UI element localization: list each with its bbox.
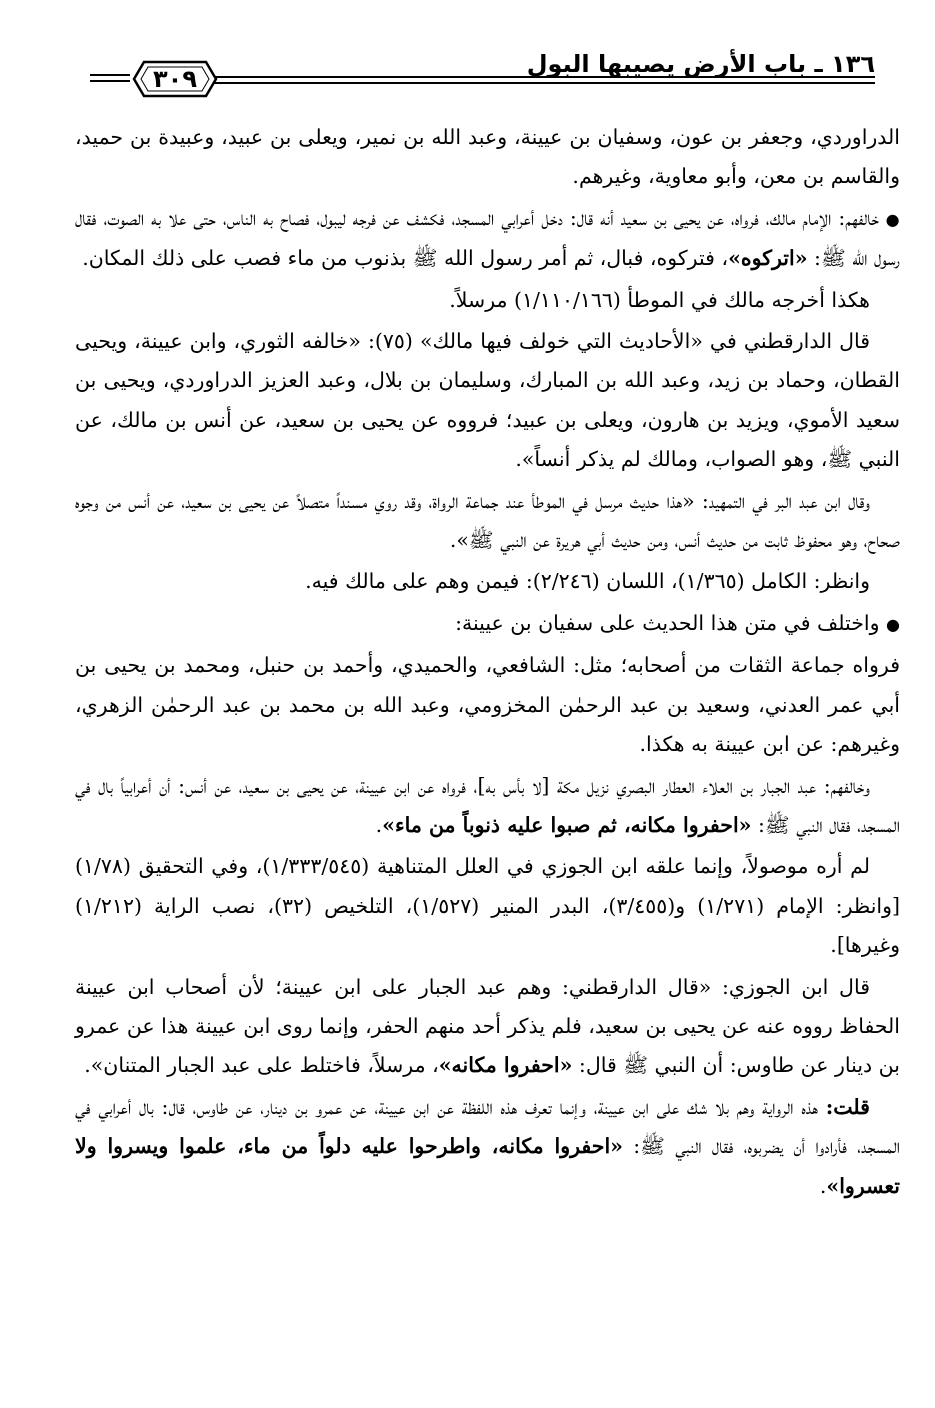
paragraph — [75, 847, 900, 965]
bullet-icon: ● — [885, 209, 900, 229]
text-run: . — [819, 1173, 827, 1198]
bold-text: «احفروا مكانه» — [438, 1053, 573, 1078]
text-run: فرواه جماعة الثقات من أصحابه؛ مثل: الشافعي، والحميدي، وأحمد بن حنبل، ومحمد بن يحيى بن أبي عمر العدني، وسعيد بن عبد الرحمٰن المخزومي، وعبد الله بن محمد بن عبد الرحمٰن الزهري، وغيرهم: عن ابن عيينة به هكذا. — [75, 653, 900, 757]
text-run: . — [375, 812, 383, 837]
paragraph — [75, 604, 900, 644]
page-body — [75, 118, 900, 1208]
paragraph — [75, 482, 900, 561]
page-number: ٣٠٩ — [153, 65, 197, 93]
bold-text: «احفروا مكانه، ثم صبوا عليه ذنوباً من ماء» — [382, 812, 752, 837]
header-rule — [210, 82, 875, 84]
text-run: ، مرسلاً، فاختلط على عبد الجبار المتنان». — [84, 1053, 439, 1078]
page-header — [90, 40, 875, 110]
text-run: الدراوردي، وجعفر بن عون، وسفيان بن عيينة، وعبد الله بن نمير، ويعلى بن عبيد، وعبيدة بن حميد، والقاسم بن معن، وأبو معاوية، وغيرهم. — [75, 125, 900, 189]
bold-text: قلت: — [825, 1094, 870, 1119]
paragraph — [75, 118, 900, 197]
page-number-badge — [130, 58, 220, 100]
paragraph — [75, 1088, 900, 1206]
header-rule — [210, 76, 875, 78]
text-run: هذه الرواية وهم بلا شك على ابن عيينة، وإنما تعرف هذه اللفظة عن ابن عيينة، عن عمرو بن دينار، عن طاوس، قال: بال أعرابي في المسجد، فأرادوا أن يضربوه، فقال النبي ﷺ: — [75, 1094, 901, 1159]
paragraph — [75, 562, 900, 601]
text-run: هكذا أخرجه مالك في الموطأ (١/١١٠/١٦٦) مرسلاً. — [449, 287, 870, 312]
header-rule-left — [90, 74, 130, 86]
text-run: خالفهم: الإمام مالك، فرواه، عن يحيى بن سعيد أنه قال: دخل أعرابي المسجد، فكشف عن فرجه ليبول، فصاح به الناس، حتى علا به الصوت، فقال رسول الله ﷺ: — [75, 205, 900, 271]
text-run: وانظر: الكامل (١/٣٦٥)، اللسان (٢/٢٤٦): فيمن وهم على مالك فيه. — [305, 569, 870, 594]
bold-text: «احفروا مكانه، واطرحوا عليه دلواً من ماء، علموا ويسروا ولا تعسروا» — [75, 1134, 900, 1198]
paragraph — [75, 968, 900, 1086]
text-run: قال الدارقطني في «الأحاديث التي خولف فيها مالك» (٧٥): «خالفه الثوري، وابن عيينة، ويحيى القطان، وحماد بن زيد، وعبد الله بن المبارك، وسليمان بن بلال، وعبد العزيز الدراوردي، ويحيى بن سعيد الأموي، ويزيد بن هارون، ويعلى بن عبيد؛ فرووه عن يحيى بن سعيد، عن أنس بن مالك، عن النبي ﷺ، وهو الصواب، ومالك لم يذكر أنساً». — [75, 329, 900, 472]
paragraph — [75, 199, 900, 279]
chapter-title: ١٣٦ ـ باب الأرض يصيبها البول — [526, 50, 875, 78]
text-run: لم أره موصولاً، وإنما علقه ابن الجوزي في العلل المتناهية (١/٣٣٣/٥٤٥)، وفي التحقيق (١/٧٨) [وانظر: الإمام (١/٢٧١) و(٣/٤٥٥)، البدر المنير (١/٥٢٧)، التلخيص (٣٢)، نصب الراية (١/٢١٢) وغيرها]. — [75, 854, 900, 958]
paragraph — [75, 767, 900, 846]
paragraph — [75, 646, 900, 764]
paragraph — [75, 281, 900, 320]
bullet-icon: ● — [886, 614, 900, 634]
text-run: وخالفهم: عبد الجبار بن العلاء العطار البصري نزيل مكة [لا بأس به]، فرواه عن ابن عيينة، عن يحيى بن سعيد، عن أنس: أن أعرابياً بال في المسجد، فقال النبي ﷺ: — [75, 773, 900, 837]
bold-text: «اتركوه» — [728, 246, 808, 271]
text-run: ، فتركوه، فبال، ثم أمر رسول الله ﷺ بذنوب من ماء فصب على ذلك المكان. — [82, 246, 729, 271]
text-run: واختلف في متن هذا الحديث على سفيان بن عيينة: — [455, 610, 887, 635]
paragraph — [75, 322, 900, 480]
text-run: وقال ابن عبد البر في التمهيد: «هذا حديث مرسل في الموطأ عند جماعة الرواة، وقد روي مسنداً متصلاً عن يحيى بن سعيد، عن أنس من وجوه صحاح، وهو محفوظ ثابت من حديث أنس، ومن حديث أبي هريرة عن النبي ﷺ». — [75, 488, 900, 553]
text-run: قال ابن الجوزي: «قال الدارقطني: وهم عبد الجبار على ابن عيينة؛ لأن أصحاب ابن عيينة الحفاظ رووه عنه عن يحيى بن سعيد، فلم يذكر أحد منهم الحفر، وإنما روى ابن عيينة هذا عن عمرو بن دينار عن طاوس: أن النبي ﷺ قال: — [75, 974, 900, 1078]
